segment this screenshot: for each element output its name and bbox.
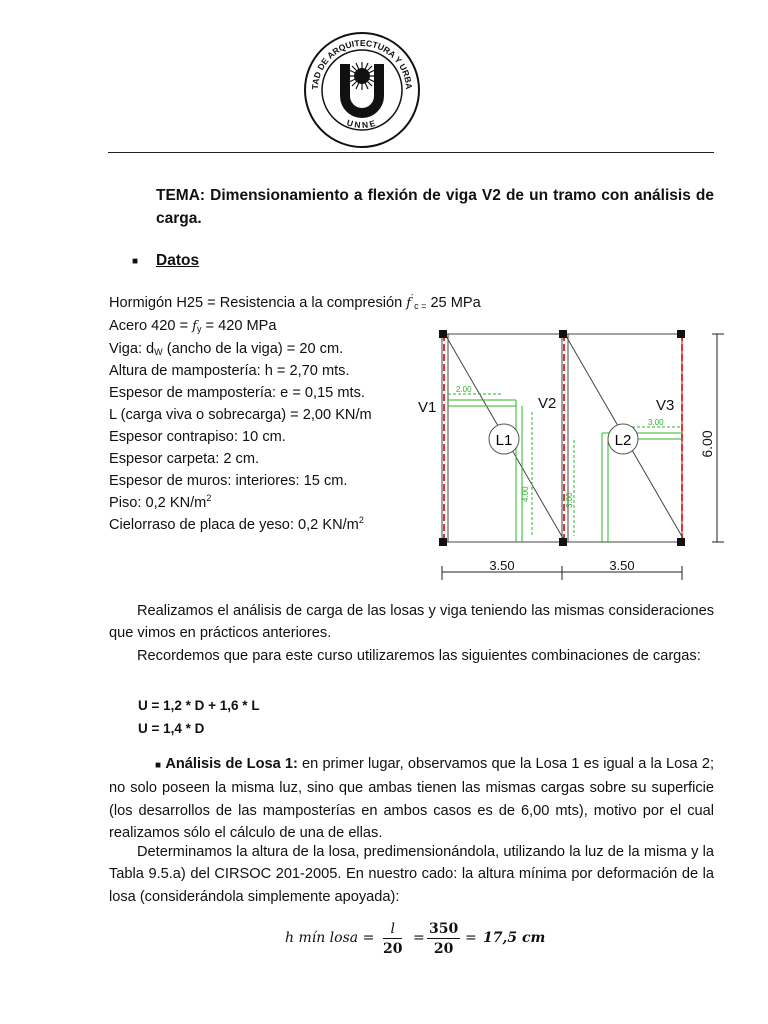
dim-label-2-00: 2.00 <box>456 385 472 394</box>
bullet-icon: ■ <box>155 760 162 771</box>
logo-bottom-text: UNNE <box>345 117 379 131</box>
slab-label-l1: L1 <box>495 432 513 449</box>
topic-label: TEMA: <box>156 187 206 204</box>
data-item-piso: Piso: 0,2 $KN/m^2$ <box>109 493 212 511</box>
eq-frac-2: $\frac{350}{20}$ <box>429 921 459 957</box>
topic-heading <box>156 184 714 230</box>
data-item-viga: Viga: $d_W$ (ancho de la viga) = 20 cm. <box>109 341 344 357</box>
formula-u1: U = 1,2 * D + 1,6 * L <box>138 698 260 713</box>
eq-sign: = <box>465 930 477 946</box>
paragraph-combinations: Recordemos que para este curso utilizaremos las siguientes combinaciones de cargas: <box>137 648 701 664</box>
paragraph-load-analysis: Realizamos el análisis de carga de las losas y viga teniendo las mismas consideraciones que vimos en prácticos anteriores. <box>109 603 714 642</box>
dim-label-span-2: 3.50 <box>609 558 635 573</box>
data-item-contrapiso: Espesor contrapiso: 10 cm. <box>109 429 286 445</box>
formula-u2: U = 1,4 * D <box>138 721 205 736</box>
data-item-espesor-mamposteria: Espesor de mampostería: e = 0,15 mts. <box>109 385 365 401</box>
eq-lhs: h mín losa = <box>285 930 375 946</box>
eq-sign: = <box>413 930 425 946</box>
eq-frac-1: $\frac{l}{20}$ <box>383 921 403 957</box>
dim-label-6-00: 6.00 <box>699 430 715 458</box>
dim-label-3-00-v: 3.00 <box>565 492 574 508</box>
svg-text:UNNE <box>346 117 379 130</box>
data-item-acero: Acero $420 = f_y = 420$ MPa <box>109 318 277 334</box>
paragraph-slab-analysis: ■ Análisis de Losa 1: en primer lugar, observamos que la Losa 1 es igual a la Losa 2; no solo poseen la misma luz, sino que ambas tienen las mismas cargas sobre su superficie (los desarrollos de las mamposterías en ambos casos es de 6,00 mts), motivo por el cual realizamos sólo el cálculo de una de ellas. <box>109 756 714 842</box>
data-item-hormigon: Hormigón H25 = Resistencia a la compresión $f^´_{c =}$ 25 MPa <box>109 293 481 311</box>
dim-label-3-00-h: 3.00 <box>648 418 664 427</box>
data-heading: Datos <box>156 252 200 269</box>
data-item-carpeta: Espesor carpeta: 2 cm. <box>109 451 260 467</box>
dim-label-4-00: 4.00 <box>521 486 530 502</box>
beam-label-v3: V3 <box>656 397 675 414</box>
data-item-muros: Espesor de muros: interiores: 15 cm. <box>109 473 348 489</box>
data-item-cielorraso: Cielorraso de placa de yeso: 0,2 $KN/m^2$ <box>109 515 364 533</box>
logo-top-text: TAD DE ARQUITECTURA Y URBA <box>309 37 415 90</box>
beam-label-v2: V2 <box>538 395 557 412</box>
bullet-icon: ■ <box>132 256 139 267</box>
beam-label-v1: V1 <box>418 399 437 416</box>
eq-result: 17,5 cm <box>483 930 546 946</box>
data-item-altura: Altura de mampostería: h = 2,70 mts. <box>109 363 350 379</box>
paragraph-slab-height: Determinamos la altura de la losa, predimensionándola, utilizando la luz de la misma y la Tabla 9.5.a) del CIRSOC 201-2005. En nuestro cado: la altura mínima por deformación de la losa (considerándola simplemente apoyada): <box>109 844 714 905</box>
structural-plan <box>412 322 732 584</box>
faculty-logo <box>302 30 422 150</box>
equation-h-min <box>285 920 545 960</box>
data-item-carga-viva: L (carga viva o sobrecarga) = 2,00 KN/m <box>109 407 372 423</box>
dim-label-span-1: 3.50 <box>489 558 515 573</box>
header-rule <box>108 152 714 153</box>
slab-label-l2: L2 <box>614 432 632 449</box>
topic-text: Dimensionamiento a flexión de viga V2 de un tramo con análisis de carga. <box>156 187 714 227</box>
